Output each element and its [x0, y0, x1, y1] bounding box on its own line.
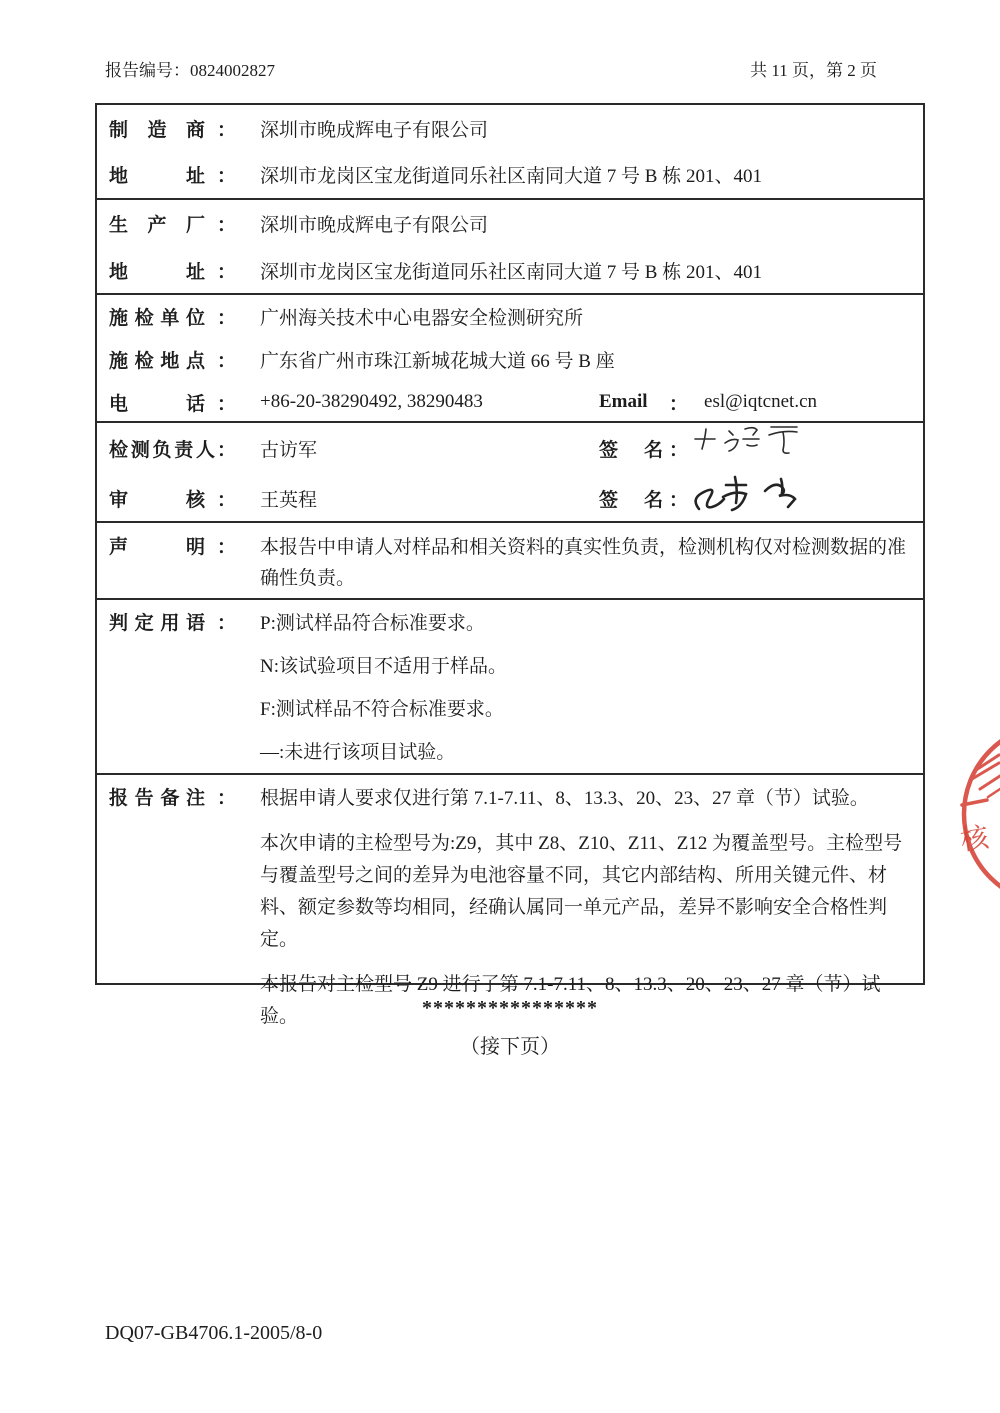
remarks-paragraphs [260, 783, 911, 1033]
section-test-org [97, 293, 923, 421]
pagination: 共 11 页，第 2 页 [750, 61, 877, 80]
colon: ： [669, 489, 689, 511]
colon: ： [217, 489, 237, 511]
verdict-term-p: P:测试样品符合标准要求。 [260, 613, 485, 634]
verdict-term-n: N:该试验项目不适用于样品。 [260, 656, 508, 677]
verdict-term-f: F:测试样品不符合标准要求。 [260, 699, 504, 720]
statement-label: 声明 [109, 537, 205, 558]
remarks-label: 报告备注 [109, 788, 205, 809]
colon: ： [217, 613, 237, 634]
test-location-value: 广东省广州市珠江新城花城大道 66 号 B 座 [260, 351, 615, 372]
manufacturer-address-value: 深圳市龙岗区宝龙街道同乐社区南同大道 7 号 B 栋 201、401 [260, 166, 762, 187]
remarks-paragraph-2: 本次申请的主检型号为:Z9，其中 Z8、Z10、Z11、Z12 为覆盖型号。主检型号与覆盖型号之间的差异为电池容量不同，其它内部结构、所用关键元件、材料、额定参数等均相同，经确认属同一单元产品，差异不影响安全合格性判定。 [260, 833, 903, 950]
colon: ： [669, 393, 689, 415]
row-factory [109, 200, 911, 247]
remarks-paragraph-1: 根据申请人要求仅进行第 7.1-7.11、8、13.3、20、23、27 章（节）试验。 [260, 788, 869, 809]
report-number-colon: ： [173, 61, 190, 80]
report-info-table [95, 103, 925, 1027]
row-manufacturer-address [109, 151, 911, 198]
phone-label: 电话 [109, 393, 205, 415]
sign-group-reviewer [599, 473, 688, 523]
sign-label: 签名 [599, 439, 663, 461]
colon: ： [217, 261, 237, 283]
email-group [599, 381, 817, 423]
colon: ： [217, 393, 237, 415]
row-manufacturer [109, 105, 911, 151]
factory-value: 深圳市晚成辉电子有限公司 [260, 215, 489, 236]
manufacturer-value: 深圳市晚成辉电子有限公司 [260, 119, 489, 141]
red-stamp-partial [942, 676, 1000, 936]
colon: ： [669, 439, 689, 461]
report-number [105, 56, 275, 81]
row-test-org [109, 295, 911, 338]
sign-group-leader [599, 423, 688, 473]
colon: ： [217, 308, 237, 329]
test-org-label: 施检单位 [109, 308, 205, 329]
reviewer-label: 审核 [109, 489, 205, 511]
colon: ： [217, 215, 237, 236]
test-org-value: 广州海关技术中心电器安全检测研究所 [260, 308, 584, 329]
manufacturer-label: 制造商 [109, 119, 205, 141]
row-test-location [109, 338, 911, 381]
manufacturer-address-label: 地址 [109, 166, 205, 187]
asterisk-separator: **************** [422, 997, 598, 1019]
colon: ： [217, 439, 237, 461]
test-leader-value: 古访军 [260, 439, 318, 461]
signature-wang-yingcheng [687, 467, 817, 523]
section-statement [97, 521, 923, 598]
row-test-leader [109, 423, 911, 473]
colon: ： [217, 537, 237, 558]
report-number-value: 0824002827 [190, 61, 275, 80]
factory-label: 生产厂 [109, 215, 205, 236]
section-signatures [97, 421, 923, 521]
phone-value: +86-20-38290492, 38290483 [260, 391, 483, 412]
sign-label: 签名 [599, 489, 663, 511]
stamp-character: 核 [958, 822, 991, 857]
reviewer-value: 王英程 [260, 489, 318, 511]
colon: ： [217, 119, 237, 141]
document-code: DQ07-GB4706.1-2005/8-0 [105, 1322, 323, 1344]
section-manufacturer [97, 105, 923, 198]
colon: ： [217, 166, 237, 187]
row-reviewer [109, 473, 911, 523]
verdict-terms-label: 判定用语 [109, 613, 205, 634]
statement-value: 本报告中申请人对样品和相关资料的真实性负责，检测机构仅对检测数据的准确性负责。 [260, 537, 907, 589]
continued-next-page-note: （接下页） [460, 1036, 560, 1058]
email-label: Email [599, 391, 648, 412]
colon: ： [217, 788, 237, 809]
factory-address-value: 深圳市龙岗区宝龙街道同乐社区南同大道 7 号 B 栋 201、401 [260, 261, 762, 283]
colon: ： [217, 351, 237, 372]
verdict-term-dash: —:未进行该项目试验。 [260, 742, 456, 763]
row-phone [109, 381, 911, 423]
verdict-terms-list [236, 600, 507, 772]
signature-gu-fangjun [689, 421, 809, 463]
email-value: esl@iqtcnet.cn [704, 391, 818, 412]
report-number-label: 报告编号 [105, 61, 173, 80]
test-leader-label: 检测负责人 [109, 439, 215, 461]
factory-address-label: 地址 [109, 261, 205, 283]
row-factory-address [109, 247, 911, 293]
page-header [105, 56, 877, 81]
section-verdict-terms [97, 598, 923, 773]
section-factory [97, 198, 923, 293]
section-remarks [97, 773, 923, 1027]
remarks-paragraph-3: 本报告对主检型号 Z9 进行了第 7.1-7.11、8、13.3、20、23、27 章（节）试验。 [260, 974, 881, 1027]
test-location-label: 施检地点 [109, 351, 205, 372]
